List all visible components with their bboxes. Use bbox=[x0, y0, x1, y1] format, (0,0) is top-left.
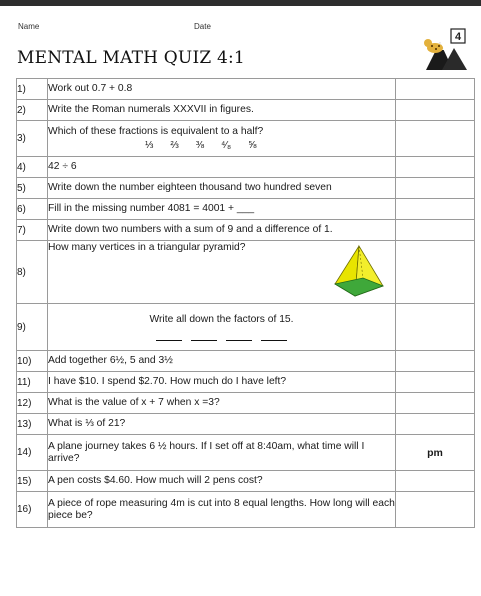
question-row bbox=[17, 492, 475, 528]
question-text: What is ⅓ of 21? bbox=[48, 414, 396, 435]
answer-box[interactable] bbox=[396, 241, 475, 304]
quiz-title: MENTAL MATH QUIZ 4:1 bbox=[17, 48, 245, 68]
question-text: Write down two numbers with a sum of 9 and a difference of 1. bbox=[48, 220, 396, 241]
fraction-options bbox=[48, 140, 395, 152]
question-number: 11) bbox=[17, 372, 48, 393]
answer-box[interactable] bbox=[396, 471, 475, 492]
question-row bbox=[17, 199, 475, 220]
answer-box[interactable] bbox=[396, 393, 475, 414]
answer-box[interactable] bbox=[396, 414, 475, 435]
answer-box[interactable] bbox=[396, 351, 475, 372]
question-text: Fill in the missing number 4081 = 4001 + ___ bbox=[48, 199, 396, 220]
quiz-table bbox=[16, 78, 475, 528]
question-number: 15) bbox=[17, 471, 48, 492]
question-row bbox=[17, 471, 475, 492]
question-cell bbox=[48, 241, 396, 304]
question-text: 42 ÷ 6 bbox=[48, 157, 396, 178]
question-number: 2) bbox=[17, 100, 48, 121]
fraction-option: ⅓ bbox=[145, 139, 154, 151]
answer-box[interactable] bbox=[396, 220, 475, 241]
question-row bbox=[17, 393, 475, 414]
blank-line[interactable] bbox=[226, 338, 252, 341]
answer-box[interactable] bbox=[396, 100, 475, 121]
answer-box[interactable] bbox=[396, 178, 475, 199]
question-row bbox=[17, 178, 475, 199]
svg-text:4: 4 bbox=[454, 31, 462, 43]
question-row bbox=[17, 351, 475, 372]
question-text: Work out 0.7 + 0.8 bbox=[48, 79, 396, 100]
question-cell bbox=[48, 121, 396, 157]
answer-box[interactable] bbox=[396, 199, 475, 220]
question-number: 8) bbox=[17, 241, 48, 304]
fraction-option: ⅜ bbox=[195, 139, 205, 151]
answer-box[interactable] bbox=[396, 304, 475, 351]
question-row bbox=[17, 79, 475, 100]
question-text: Which of these fractions is equivalent to a half? bbox=[48, 125, 264, 137]
question-text: A pen costs $4.60. How much will 2 pens cost? bbox=[48, 471, 396, 492]
question-row bbox=[17, 304, 475, 351]
question-row bbox=[17, 435, 475, 471]
answer-box[interactable] bbox=[396, 372, 475, 393]
question-row bbox=[17, 100, 475, 121]
question-text: How many vertices in a triangular pyramid? bbox=[48, 242, 246, 253]
question-text: Add together 6½, 5 and 3½ bbox=[48, 351, 396, 372]
question-row bbox=[17, 414, 475, 435]
question-row bbox=[17, 121, 475, 157]
question-number: 4) bbox=[17, 157, 48, 178]
question-number: 5) bbox=[17, 178, 48, 199]
answer-box[interactable] bbox=[396, 492, 475, 528]
question-number: 16) bbox=[17, 492, 48, 528]
question-row bbox=[17, 372, 475, 393]
top-rule bbox=[0, 0, 481, 6]
fraction-option: ⅝ bbox=[248, 139, 257, 151]
question-number: 7) bbox=[17, 220, 48, 241]
question-text: What is the value of x + 7 when x =3? bbox=[48, 393, 396, 414]
question-number: 9) bbox=[17, 304, 48, 351]
answer-box[interactable] bbox=[396, 157, 475, 178]
fraction-option: ⅔ bbox=[170, 139, 179, 151]
answer-box[interactable] bbox=[396, 79, 475, 100]
question-row bbox=[17, 220, 475, 241]
triangular-pyramid-icon bbox=[329, 242, 389, 302]
question-text: Write down the number eighteen thousand two hundred seven bbox=[48, 178, 396, 199]
question-number: 3) bbox=[17, 121, 48, 157]
question-number: 12) bbox=[17, 393, 48, 414]
fraction-option: ⁴⁄₈ bbox=[221, 139, 232, 151]
question-number: 10) bbox=[17, 351, 48, 372]
question-row bbox=[17, 157, 475, 178]
question-row bbox=[17, 241, 475, 304]
question-text: Write the Roman numerals XXXVII in figures. bbox=[48, 100, 396, 121]
answer-box[interactable]: pm bbox=[396, 435, 475, 471]
blank-line[interactable] bbox=[261, 338, 287, 341]
question-text: I have $10. I spend $2.70. How much do I have left? bbox=[48, 372, 396, 393]
question-number: 13) bbox=[17, 414, 48, 435]
question-text: A plane journey takes 6 ½ hours. If I set off at 8:40am, what time will I arrive? bbox=[48, 435, 396, 471]
blank-line[interactable] bbox=[191, 338, 217, 341]
question-text: A piece of rope measuring 4m is cut into 8 equal lengths. How long will each piece be? bbox=[48, 492, 396, 528]
answer-blanks bbox=[48, 338, 395, 341]
answer-box[interactable] bbox=[396, 121, 475, 157]
blank-line[interactable] bbox=[156, 338, 182, 341]
question-cell bbox=[48, 304, 396, 351]
name-label: Name bbox=[18, 22, 40, 31]
question-number: 14) bbox=[17, 435, 48, 471]
question-number: 1) bbox=[17, 79, 48, 100]
date-label: Date bbox=[194, 22, 211, 31]
level-4-logo bbox=[420, 26, 470, 72]
question-text: Write all down the factors of 15. bbox=[149, 313, 294, 325]
question-number: 6) bbox=[17, 199, 48, 220]
